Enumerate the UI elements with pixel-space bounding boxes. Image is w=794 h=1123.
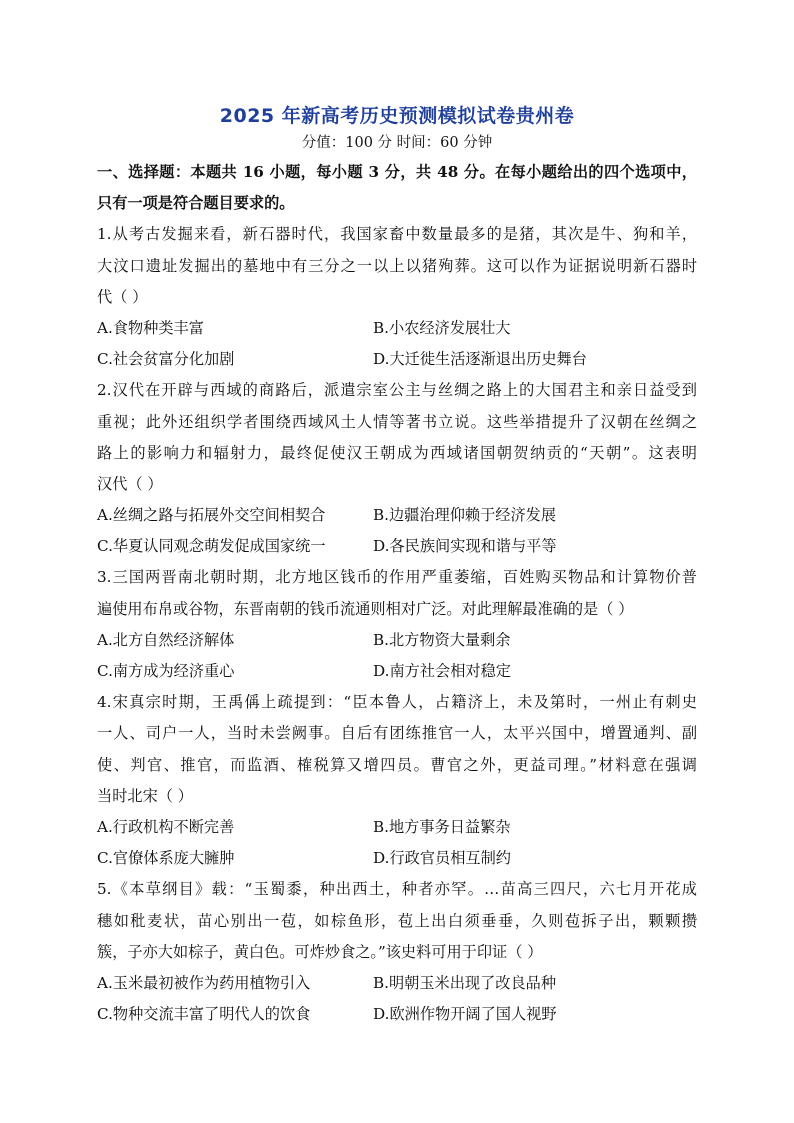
option-a: A.丝绸之路与拓展外交空间相契合 [97, 506, 326, 525]
question-text-line: 簇，子亦大如棕子，黄白色。可炸炒食之。”该史料可用于印证（ ） [97, 942, 543, 961]
options-row [97, 625, 697, 656]
option-a: A.北方自然经济解体 [97, 630, 235, 649]
question-text-line: 大汶口遗址发掘出的墓地中有三分之一以上以猪殉葬。这可以作为证据说明新石器时 [97, 256, 697, 275]
options-row [97, 656, 697, 687]
question-text-line: 重视；此外还组织学者围绕西域风土人情等著书立说。这些举措提升了汉朝在丝绸之 [97, 412, 697, 431]
options-row [97, 531, 697, 562]
question-text-line: 穗如秕麦状，苗心别出一苞，如棕鱼形，苞上出白须垂垂，久则苞拆子出，颗颗攒 [97, 911, 697, 930]
option-b: B.小农经济发展壮大 [373, 318, 511, 337]
exam-body [97, 157, 697, 1030]
question-text-line: 汉代（ ） [97, 474, 163, 493]
options-row [97, 313, 697, 344]
option-c: C.物种交流丰富了明代人的饮食 [97, 1005, 311, 1024]
options-row [97, 344, 697, 375]
section-heading [97, 157, 697, 219]
option-b: B.北方物资大量剩余 [373, 630, 511, 649]
options-row [97, 500, 697, 531]
question-text-line: 使、判官、推官，而监酒、榷税算又增四员。曹官之外，更益司理。”材料意在强调 [97, 755, 697, 774]
question-text-line: 当时北宋（ ） [97, 786, 193, 805]
options-row [97, 812, 697, 843]
options-row [97, 843, 697, 874]
option-a: A.食物种类丰富 [97, 318, 204, 337]
question-text-line: 代（ ） [97, 287, 148, 306]
option-c: C.南方成为经济重心 [97, 662, 235, 680]
question-text-line: 4.宋真宗时期，王禹偁上疏提到：“臣本鲁人，占籍济上，未及第时，一州止有刺史 [97, 693, 697, 712]
option-b: B.明朝玉米出现了改良品种 [373, 973, 557, 992]
option-d: D.欧洲作物开阔了国人视野 [373, 1005, 557, 1024]
section-heading-line: 只有一项是符合题目要求的。 [97, 194, 295, 213]
section-heading-line: 一、选择题：本题共 16 小题，每小题 3 分，共 48 分。在每小题给出的四个选项中， [97, 163, 697, 181]
question-5 [97, 874, 697, 1030]
options-row [97, 999, 697, 1030]
question-text-line: 路上的影响力和辐射力，最终促使汉王朝成为西域诸国朝贺纳贡的“天朝”。这表明 [97, 443, 697, 462]
question-text-line: 1.从考古发掘来看，新石器时代，我国家畜中数量最多的是猪，其次是牛、狗和羊， [97, 225, 697, 244]
option-c: C.社会贫富分化加剧 [97, 350, 235, 369]
question-text-line: 遍使用布帛或谷物，东晋南朝的钱币流通则相对广泛。对此理解最准确的是（ ） [97, 599, 634, 618]
option-d: D.各民族间实现和谐与平等 [373, 537, 557, 556]
exam-title: 2025 年新高考历史预测模拟试卷贵州卷 [219, 105, 575, 127]
option-a: A.玉米最初被作为药用植物引入 [97, 973, 311, 992]
question-text-line: 2.汉代在开辟与西域的商路后，派遣宗室公主与丝绸之路上的大国君主和亲日益受到 [97, 381, 697, 400]
exam-subtitle: 分值：100 分 时间：60 分钟 [301, 135, 493, 151]
option-d: D.南方社会相对稳定 [373, 662, 511, 680]
option-b: B.边疆治理仰赖于经济发展 [373, 506, 557, 525]
option-d: D.行政官员相互制约 [373, 849, 511, 868]
question-text-line: 3.三国两晋南北朝时期，北方地区钱币的作用严重萎缩，百姓购买物品和计算物价普 [97, 568, 697, 587]
option-c: C.华夏认同观念萌发促成国家统一 [97, 537, 326, 556]
question-text-line: 一人、司户一人，当时未尝阙事。自后有团练推官一人，太平兴国中，增置通判、副 [97, 724, 697, 743]
question-1 [97, 219, 697, 375]
option-a: A.行政机构不断完善 [97, 817, 235, 836]
options-row [97, 968, 697, 999]
question-3 [97, 562, 697, 687]
question-4 [97, 687, 697, 874]
option-d: D.大迁徙生活逐渐退出历史舞台 [373, 350, 587, 369]
option-b: B.地方事务日益繁杂 [373, 817, 511, 836]
question-text-line: 5.《本草纲目》载：“玉蜀黍，种出西土，种者亦罕。…苗高三四尺，六七月开花成 [97, 880, 697, 899]
question-2 [97, 375, 697, 562]
option-c: C.官僚体系庞大臃肿 [97, 849, 235, 868]
